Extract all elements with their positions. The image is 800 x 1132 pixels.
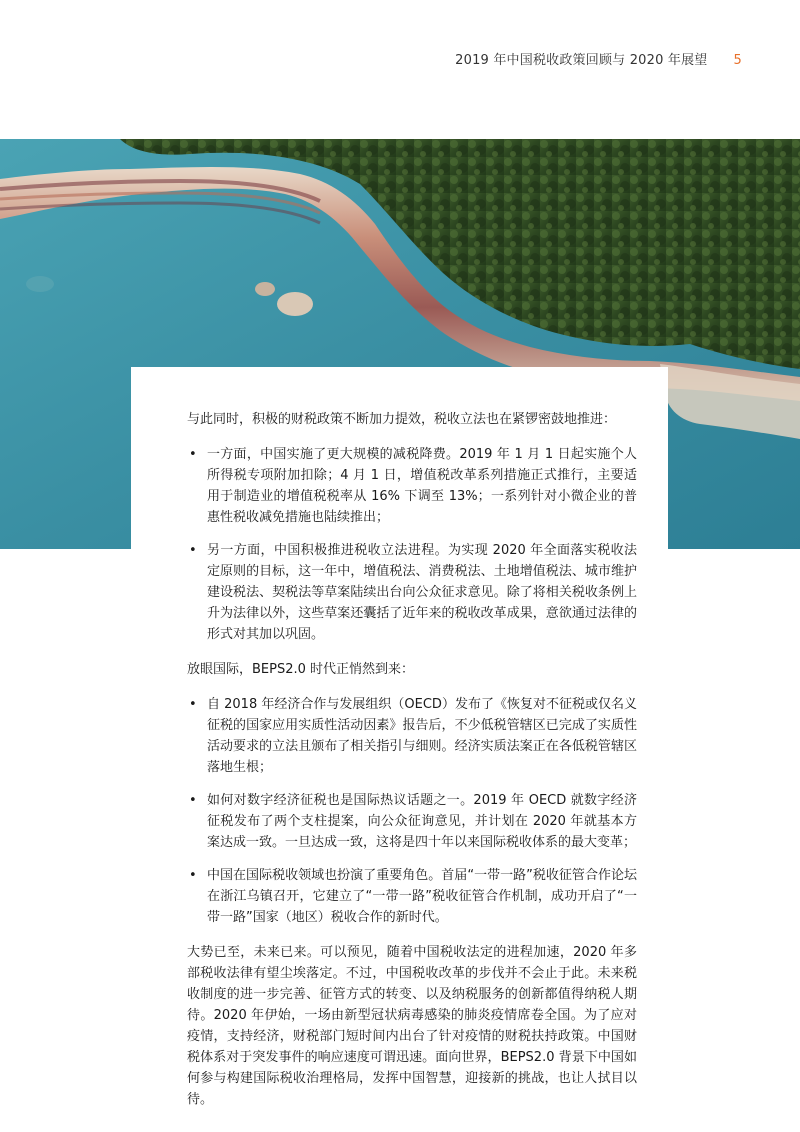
list-item — [187, 540, 637, 645]
list-item — [187, 790, 637, 853]
list-item-text: 如何对数字经济征税也是国际热议话题之一。2019 年 OECD 就数字经济征税发布了两个支柱提案，向公众征询意见，并计划在 2020 年就基本方案达成一致。一旦达成一致，这将是四十年以来国际税收体系的最大变革； — [207, 793, 637, 850]
international-paragraph: 放眼国际，BEPS2.0 时代正悄然到来： — [187, 662, 415, 677]
bullet-icon: • — [189, 868, 197, 883]
bullet-icon: • — [189, 543, 197, 558]
list-item-text: 另一方面，中国积极推进税收立法进程。为实现 2020 年全面落实税收法定原则的目标，这一年中，增值税法、消费税法、土地增值税法、城市维护建设税法、契税法等草案陆续出台向公众征求意见。除了将相关税收条例上升为法律以外，这些草案还囊括了近年来的税收改革成果，意欲通过法律的形式对其加以巩固。 — [207, 543, 637, 642]
bullet-icon: • — [189, 697, 197, 712]
list-item-text: 一方面，中国实施了更大规模的减税降费。2019 年 1 月 1 日起实施个人所得税专项附加扣除；4 月 1 日，增值税改革系列措施正式推行，主要适用于制造业的增值税税率从 16% 下调至 13%；一系列针对小微企业的普惠性税收减免措施也陆续推出； — [207, 447, 637, 525]
list-item-text: 自 2018 年经济合作与发展组织（OECD）发布了《恢复对不征税或仅名义征税的国家应用实质性活动因素》报告后，不少低税管辖区已完成了实质性活动要求的立法且颁布了相关指引与细则。经济实质法案正在各低税管辖区落地生根； — [207, 697, 637, 775]
intro-paragraph: 与此同时，积极的财税政策不断加力提效，税收立法也在紧锣密鼓地推进： — [187, 412, 617, 427]
list-item — [187, 444, 637, 528]
international-list — [187, 694, 637, 928]
list-item-text: 中国在国际税收领域也扮演了重要角色。首届“一带一路”税收征管合作论坛在浙江乌镇召开，它建立了“一带一路”税收征管合作机制，成功开启了“一带一路”国家（地区）税收合作的新时代。 — [207, 868, 637, 925]
list-item — [187, 694, 637, 778]
bullet-icon: • — [189, 793, 197, 808]
outlook-paragraph: 大势已至，未来已来。可以预见，随着中国税收法定的进程加速，2020 年多部税收法律有望尘埃落定。不过，中国税收改革的步伐并不会止于此。未来税收制度的进一步完善、征管方式的转变、以及纳税服务的创新都值得纳税人期待。2020 年伊始，一场由新型冠状病毒感染的肺炎疫情席卷全国。为了应对疫情，支持经济，财税部门短时间内出台了针对疫情的财税扶持政策。中国财税体系对于突发事件的响应速度可谓迅速。面向世界，BEPS2.0 背景下中国如何参与构建国际税收治理格局，发挥中国智慧，迎接新的挑战，也让人拭目以待。 — [187, 945, 637, 1107]
list-item — [187, 865, 637, 928]
page-header — [455, 49, 742, 68]
domestic-policy-list — [187, 444, 637, 645]
page-number: 5 — [733, 53, 742, 68]
bullet-icon: • — [189, 447, 197, 462]
document-title: 2019 年中国税收政策回顾与 2020 年展望 — [455, 53, 708, 68]
text-panel — [131, 367, 668, 1107]
